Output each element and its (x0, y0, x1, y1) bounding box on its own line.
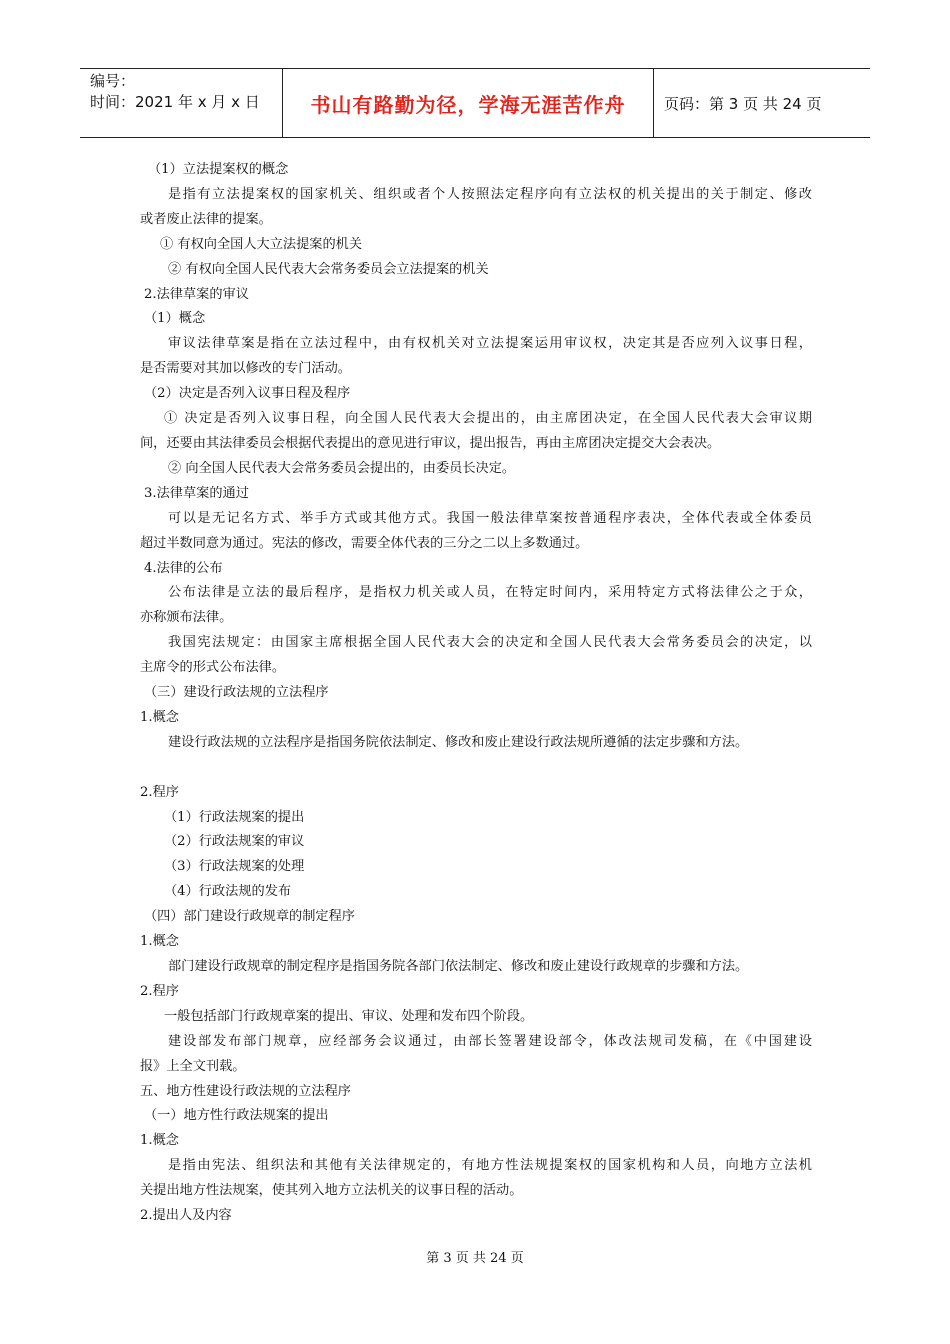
text-line: （一）地方性行政法规案的提出 (144, 1108, 329, 1124)
motto-text: 书山有路勤为径，学海无涯苦作舟 (310, 92, 626, 117)
text-line: 1.概念 (140, 934, 179, 950)
text-line: （1）立法提案权的概念 (148, 162, 289, 177)
text-line: ② 有权向全国人民代表大会常务委员会立法提案的机关 (168, 261, 489, 277)
text-line: （2）行政法规案的审议 (164, 834, 305, 850)
page-info-text: 页码：第 3 页 共 24 页 (664, 94, 822, 113)
header-motto (282, 69, 654, 137)
text-line: ① 有权向全国人大立法提案的机关 (160, 236, 363, 252)
text-line: （3）行政法规案的处理 (164, 859, 305, 875)
text-line: 或者废止法律的提案。 (140, 211, 272, 227)
text-line: 关提出地方性法规案，使其列入地方立法机关的议事日程的活动。 (140, 1183, 523, 1199)
text-line: 亦称颁布法律。 (140, 610, 233, 626)
footer-page-number: 第 3 页 共 24 页 (426, 1251, 524, 1266)
text-line: 2.法律草案的审议 (144, 286, 249, 302)
text-line: 五、地方性建设行政法规的立法程序 (140, 1083, 351, 1099)
text-line: 报》上全文刊载。 (140, 1058, 246, 1074)
text-line: 部门建设行政规章的制定程序是指国务院各部门依法制定、修改和废止建设行政规章的步骤和方法。 (168, 959, 749, 974)
text-line: 建设部发布部门规章，应经部务会议通过，由部长签署建设部令，体改法规司发稿，在《中国建设 (168, 1033, 812, 1049)
text-line: 是指有立法提案权的国家机关、组织或者个人按照法定程序向有立法权的机关提出的关于制定、修改 (168, 186, 812, 202)
text-line: 超过半数同意为通过。宪法的修改，需要全体代表的三分之二以上多数通过。 (140, 535, 589, 551)
text-line: 建设行政法规的立法程序是指国务院依法制定、修改和废止建设行政法规所遵循的法定步骤和方法。 (168, 734, 749, 750)
text-line: 4.法律的公布 (144, 560, 223, 576)
text-line: 2.程序 (140, 784, 179, 800)
text-line: 1.概念 (140, 709, 179, 725)
time-label: 时间：2021 年 x 月 x 日 (90, 93, 260, 111)
page-header (80, 68, 870, 138)
text-line: 主席令的形式公布法律。 (140, 660, 286, 676)
text-line: （三）建设行政法规的立法程序 (144, 685, 329, 701)
page-footer (0, 1247, 950, 1266)
header-meta (80, 69, 282, 137)
text-line: 3.法律草案的通过 (144, 485, 249, 501)
text-line: （1）行政法规案的提出 (164, 809, 305, 825)
text-line: （四）部门建设行政规章的制定程序 (144, 909, 355, 925)
text-line: （2）决定是否列入议事日程及程序 (144, 386, 351, 402)
text-line: 2.提出人及内容 (140, 1208, 232, 1224)
text-line: 我国宪法规定：由国家主席根据全国人民代表大会的决定和全国人民代表大会常务委员会的决定，以 (168, 635, 812, 651)
text-line: 是否需要对其加以修改的专门活动。 (140, 361, 351, 377)
header-page-info (654, 69, 870, 137)
text-line: 公布法律是立法的最后程序，是指权力机关或人员，在特定时间内，采用特定方式将法律公之于众， (168, 585, 812, 601)
text-line: 审议法律草案是指在立法过程中，由有权机关对立法提案运用审议权，决定其是否应列入议事日程， (168, 336, 812, 352)
text-line: 2.程序 (140, 983, 179, 999)
text-line: ① 决定是否列入议事日程，向全国人民代表大会提出的，由主席团决定，在全国人民代表大会审议期 (164, 411, 812, 427)
text-line: 是指由宪法、组织法和其他有关法律规定的，有地方性法规提案权的国家机构和人员，向地方立法机 (168, 1158, 812, 1174)
text-line (140, 756, 812, 781)
text-line: 可以是无记名方式、举手方式或其他方式。我国一般法律草案按普通程序表决，全体代表或全体委员 (168, 510, 812, 526)
text-line: 一般包括部门行政规章案的提出、审议、处理和发布四个阶段。 (164, 1008, 534, 1024)
number-label: 编号： (90, 72, 136, 90)
text-line: 1.概念 (140, 1133, 179, 1149)
text-line: （4）行政法规的发布 (164, 884, 292, 900)
text-line: 间，还要由其法律委员会根据代表提出的意见进行审议，提出报告，再由主席团决定提交大会表决。 (140, 435, 721, 451)
document-body (140, 158, 812, 1229)
text-line: （1）概念 (144, 311, 206, 327)
text-line: ② 向全国人民代表大会常务委员会提出的，由委员长决定。 (168, 460, 516, 476)
